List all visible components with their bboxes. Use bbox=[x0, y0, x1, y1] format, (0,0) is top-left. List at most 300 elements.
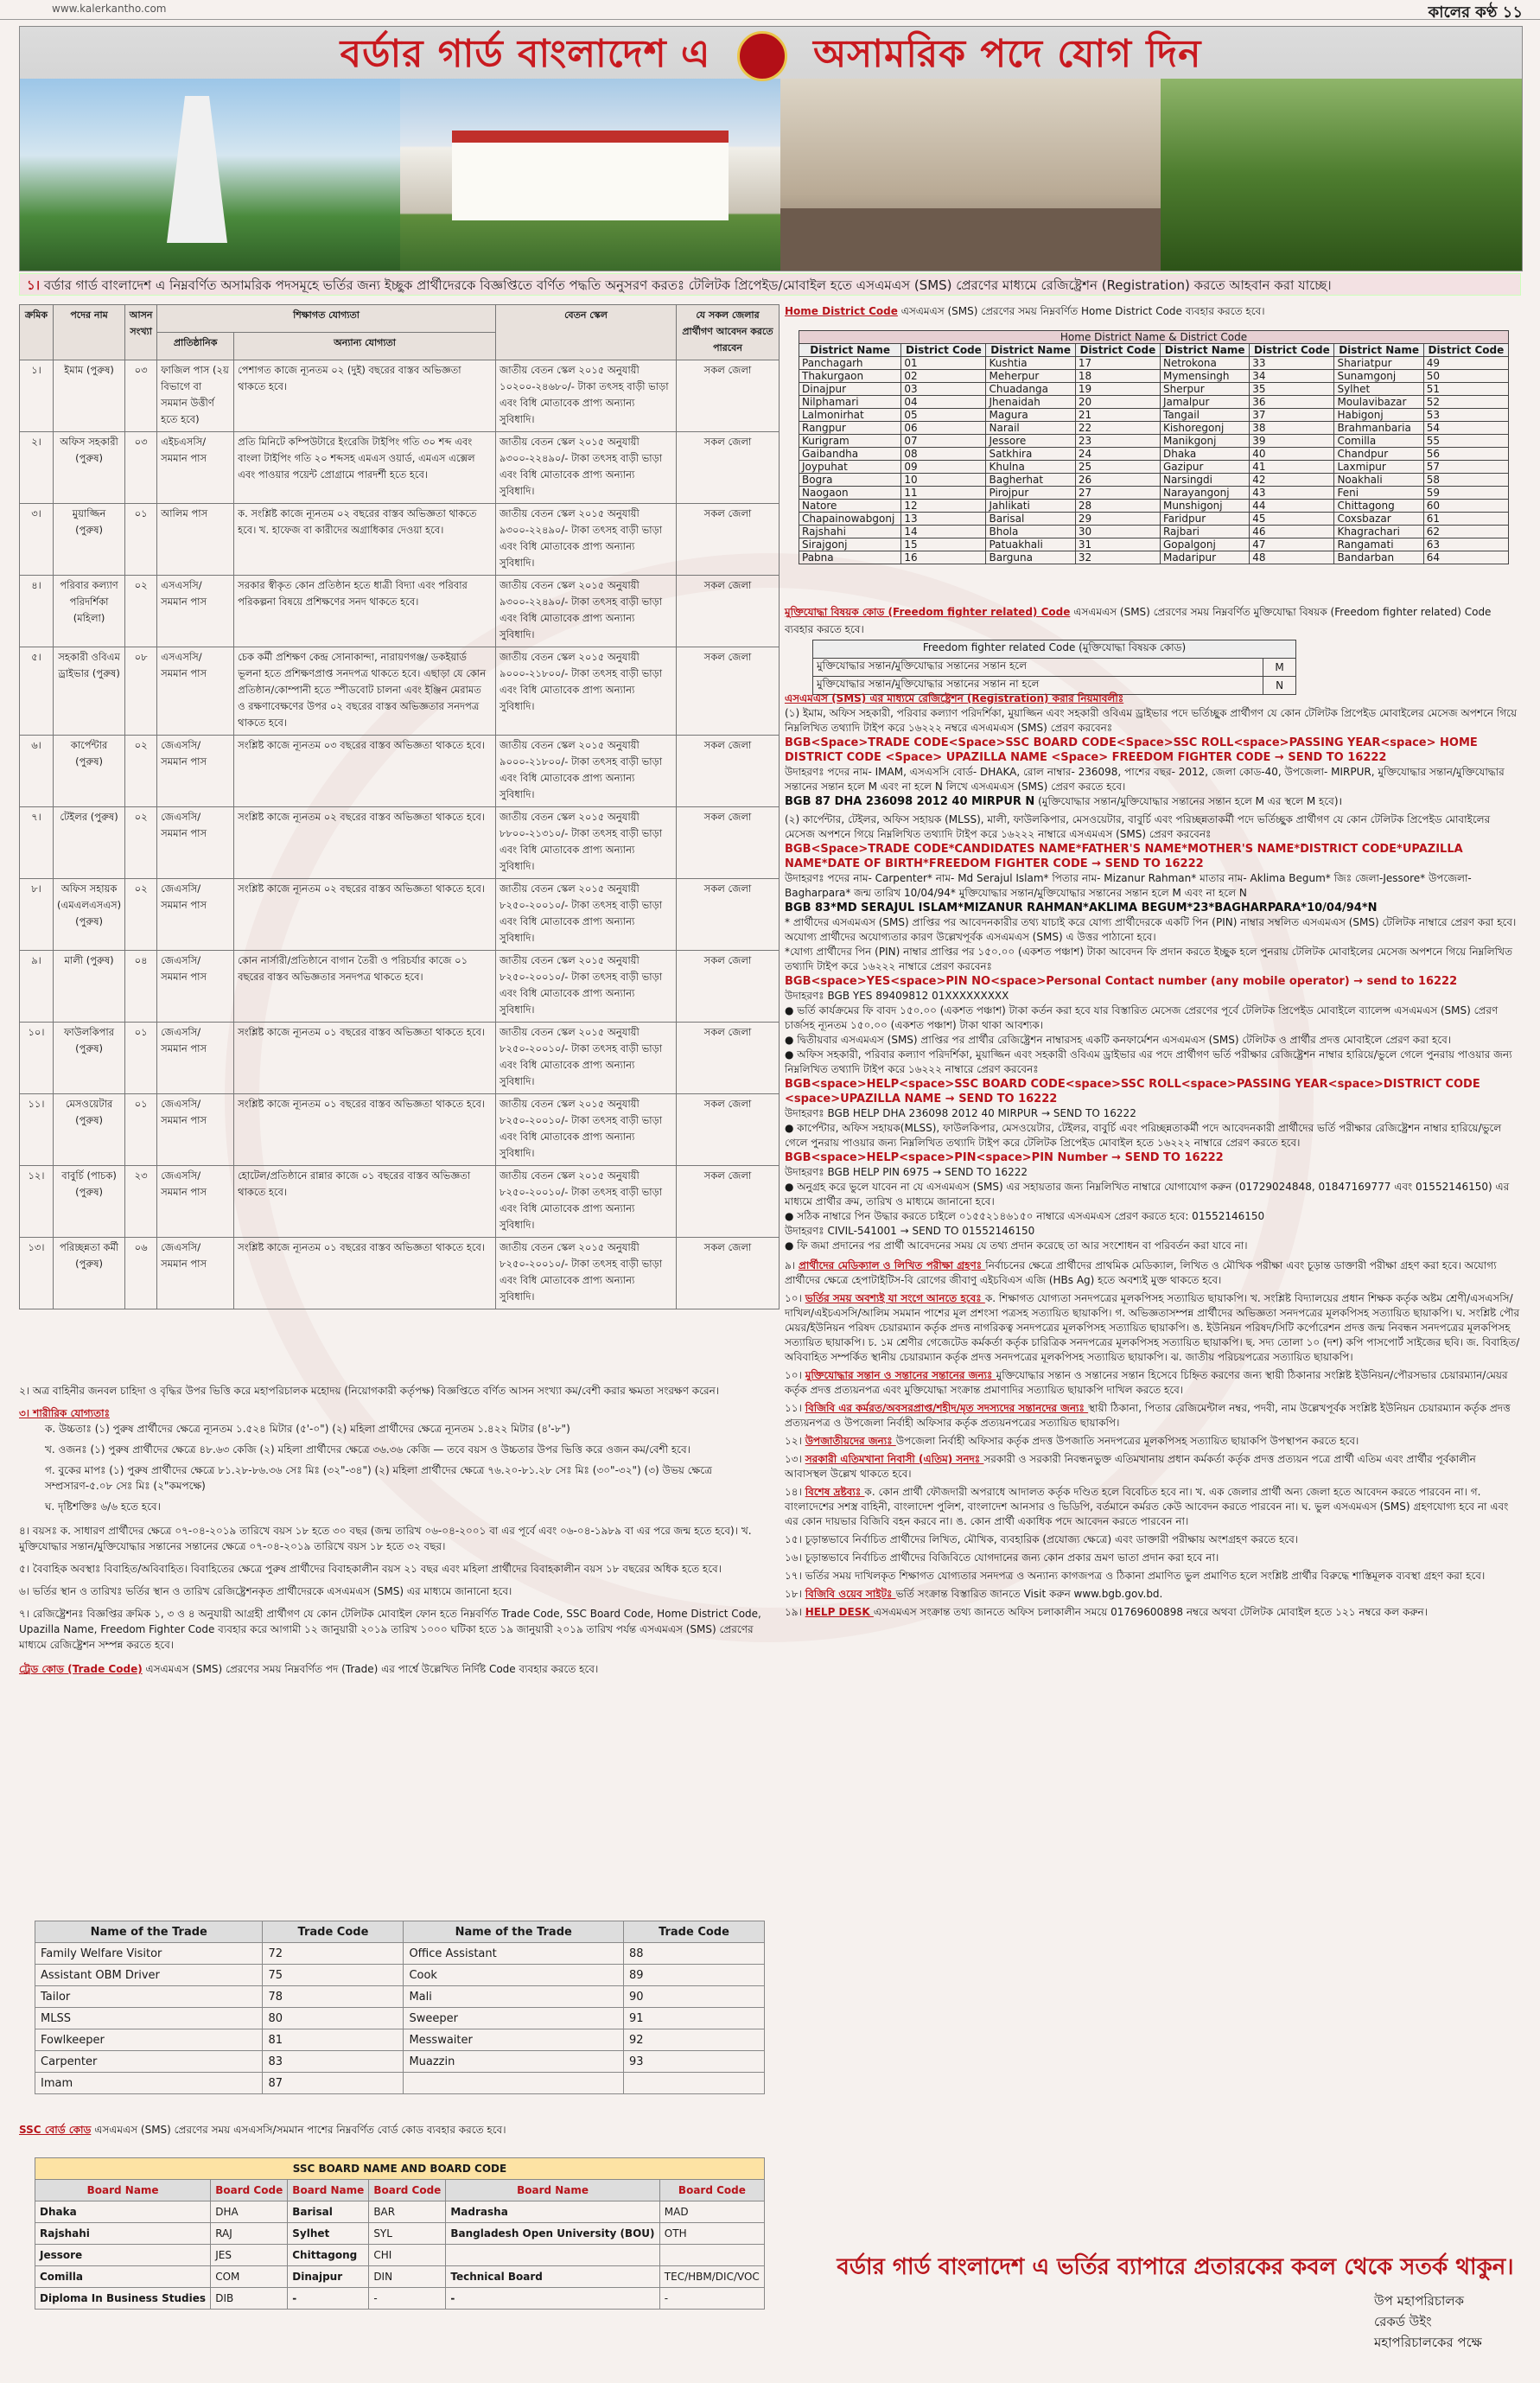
pay-scale-cell: জাতীয় বেতন স্কেল ২০১৫ অনুযায়ী ৯৩০০-২২৪৯০/- টাকা তৎসহ বাড়ী ভাড়া এবং বিধি মোতাবেক প্রাপ্য অন্যান্য সুবিধাদি। bbox=[496, 504, 677, 576]
reg-command-2: BGB<Space>TRADE CODE*CANDIDATES NAME*FATHER'S NAME*MOTHER'S NAME*DISTRICT CODE*UPAZILLA NAME*DATE OF BIRTH*FREEDOM FIGHTER CODE → SEND TO 16222 bbox=[785, 843, 1463, 870]
seats-cell: ০২ bbox=[125, 807, 157, 879]
patrol-photo bbox=[1161, 79, 1522, 271]
board-code-cell: TEC/HBM/DIC/VOC bbox=[659, 2266, 764, 2288]
ssc-code-label: SSC বোর্ড কোড bbox=[19, 2124, 92, 2136]
col-institutional: প্রাতিষ্ঠানিক bbox=[157, 333, 234, 360]
section-number: ১৬। bbox=[785, 1551, 805, 1564]
institutional-cell: জেএসসি/ সমমান পাস bbox=[157, 1023, 234, 1094]
section-text: ভর্তির সময় দাখিলকৃত শিক্ষাগত যোগ্যতার সনদপত্র ও অন্যান্য কাগজপত্র ও ঠিকানা প্রমাণিত ভুল প্রমাণিত হলে সংশ্লিষ্ট প্রার্থীর বিরুদ্ধে শাস্তিমূলক ব্যবস্থা গ্রহণ করা হবে। bbox=[805, 1570, 1486, 1582]
board-name-cell: Dinajpur bbox=[288, 2266, 369, 2288]
district-name-cell: Sunamgonj bbox=[1334, 370, 1423, 383]
district-code-cell: 58 bbox=[1423, 474, 1508, 487]
district-code-cell: 47 bbox=[1250, 538, 1334, 551]
note-4: ৪। বয়সঃ ক. সাধারণ প্রার্থীদের ক্ষেত্রে ০৭-০৪-২০১৯ তারিখে বয়স ১৮ হতে ৩০ বছর (জন্ম তারিখ ০৬-০৪-২০০১ বা এর পূর্বে এবং ০৬-০৪-১৯৮৯ বা এর পরে জন্ম হতে হবে)। খ. মুক্তিযোদ্ধার সন্তান/মুক্তিযোদ্ধার সন্তানের সন্তানের ক্ষেত্রে ০৭-০৪-২০১৯ তারিখে বয়স ১৮ হতে ৩২ বছর। bbox=[19, 1525, 752, 1552]
pay-scale-cell: জাতীয় বেতন স্কেল ২০১৫ অনুযায়ী ৮২৫০-২০০১০/- টাকা তৎসহ বাড়ী ভাড়া এবং বিধি মোতাবেক প্রাপ্য অন্যান্য সুবিধাদি। bbox=[496, 1238, 677, 1309]
reg-p10: ● সঠিক নাম্বারে পিন উদ্ধার করতে চাইলে ০১৫৫২১৪৬১৫০ নাম্বারে এসএমএস প্রেরণ করতে হবে: 01552146150 bbox=[785, 1210, 1265, 1222]
note-weight: খ. ওজনঃ (১) পুরুষ প্রার্থীদের ক্ষেত্রে ৪৮.৬৩ কেজি (২) মহিলা প্রার্থীদের ক্ষেত্রে ৩৬.৩৬ কেজি — তবে বয়স ও উচ্চতার উপর ভিত্তি করে ওজন কম/বেশী হবে। bbox=[45, 1443, 690, 1456]
intro-num: ১। bbox=[27, 277, 41, 293]
board-name-cell: Madrasha bbox=[446, 2201, 659, 2223]
table-row bbox=[20, 951, 780, 1023]
reg-command-6: উদাহরণঃ CIVIL-541001 → SEND TO 01552146150 bbox=[785, 1225, 1035, 1237]
district-code-cell: 55 bbox=[1423, 435, 1508, 448]
trade-name-cell: Fowlkeeper bbox=[35, 2029, 263, 2051]
board-name-cell: Rajshahi bbox=[35, 2223, 211, 2245]
serial-cell: ৭। bbox=[20, 807, 54, 879]
district-code-cell: 20 bbox=[1075, 396, 1160, 409]
section-heading: বিজিবি ওয়েব সাইটঃ bbox=[805, 1588, 896, 1600]
district-name-cell: Gazipur bbox=[1160, 461, 1249, 474]
district-code-cell: 14 bbox=[901, 526, 986, 538]
district-code-cell: 12 bbox=[901, 500, 986, 513]
board-name-cell: Jessore bbox=[35, 2245, 211, 2266]
serial-cell: ১০। bbox=[20, 1023, 54, 1094]
district-code-cell: 34 bbox=[1250, 370, 1334, 383]
district-name-cell: Nilphamari bbox=[799, 396, 901, 409]
ssc-col-code: Board Code bbox=[211, 2180, 288, 2201]
table-row bbox=[799, 513, 1509, 526]
district-code-cell: 08 bbox=[901, 448, 986, 461]
table-row bbox=[35, 1986, 765, 2008]
district-cell: সকল জেলা bbox=[677, 1094, 780, 1166]
district-name-cell: Bhola bbox=[986, 526, 1075, 538]
post-name-cell: মেসওয়েটার (পুরুষ) bbox=[54, 1094, 125, 1166]
reg-example-2: উদাহরণঃ পদের নাম- Carpenter* নাম- Md Serajul Islam* পিতার নাম- Mizanur Rahman* মাতার নাম- Aklima Begum* জিঃ জেলা-Jessore* উপজেলা- Bagharpara* জন্ম তারিখ 10/04/94* মুক্তিযোদ্ধার সন্তান/মুক্তিযোদ্ধার সন্তানের সন্তান হলে M এবং না হলে N bbox=[785, 872, 1472, 899]
district-code-cell: 43 bbox=[1250, 487, 1334, 500]
board-code-cell: OTH bbox=[659, 2223, 764, 2245]
board-code-cell: CHI bbox=[369, 2245, 446, 2266]
district-name-cell: Bagherhat bbox=[986, 474, 1075, 487]
pay-scale-cell: জাতীয় বেতন স্কেল ২০১৫ অনুযায়ী ৮২৫০-২০০১০/- টাকা তৎসহ বাড়ী ভাড়া এবং বিধি মোতাবেক প্রাপ্য অন্যান্য সুবিধাদি। bbox=[496, 1166, 677, 1238]
district-name-cell: Coxsbazar bbox=[1334, 513, 1423, 526]
ssc-header-row bbox=[35, 2180, 765, 2201]
district-name-cell: Jamalpur bbox=[1160, 396, 1249, 409]
board-name-cell: - bbox=[288, 2288, 369, 2310]
note-2: ২। অত্র বাহিনীর জনবল চাহিদা ও বৃদ্ধির উপর ভিত্তি করে মহাপরিচালক মহোদয় (নিয়োগকারী কর্তৃপক্ষ) বিজ্ঞপ্তিতে বর্ণিত আসন সংখ্যা কম/বেশী করার ক্ষমতা সংরক্ষণ করেন। bbox=[19, 1385, 720, 1397]
list-item bbox=[785, 1532, 1521, 1547]
trade-col-code: Trade Code bbox=[624, 1921, 765, 1943]
reg-command-5-example: উদাহরণঃ BGB HELP PIN 6975 → SEND TO 16222 bbox=[785, 1166, 1028, 1178]
seats-cell: ০২ bbox=[125, 576, 157, 647]
reg-example-1: উদাহরণঃ পদের নাম- IMAM, এসএসসি বোর্ড- DHAKA, রোল নাম্বার- 236098, পাশের বছর- 2012, জেলা কোড-40, উপজেলা- MIRPUR, মুক্তিযোদ্ধার সন্তান/মুক্তিযোদ্ধার সন্তানের সন্তান হলে M এবং না হলে N লিখে এসএমএস (SMS) প্রেরণ করতে হবে। bbox=[785, 766, 1505, 793]
board-name-cell: Bangladesh Open University (BOU) bbox=[446, 2223, 659, 2245]
post-name-cell: মুয়াজ্জিন (পুরুষ) bbox=[54, 504, 125, 576]
district-name-cell: Comilla bbox=[1334, 435, 1423, 448]
board-code-cell: SYL bbox=[369, 2223, 446, 2245]
registration-section bbox=[785, 691, 1521, 1620]
post-name-cell: টেইলর (পুরুষ) bbox=[54, 807, 125, 879]
district-col-name: District Name bbox=[799, 344, 901, 357]
section-number: ১০। bbox=[785, 1292, 805, 1304]
board-code-cell: JES bbox=[211, 2245, 288, 2266]
section-heading: উপজাতীয়দের জন্যঃ bbox=[805, 1435, 896, 1447]
section-number: ১৫। bbox=[785, 1533, 805, 1545]
table-row bbox=[35, 2029, 765, 2051]
board-name-cell: Comilla bbox=[35, 2266, 211, 2288]
trade-name-cell: Mali bbox=[404, 1986, 624, 2008]
section-heading: বিজিবি এর কর্মরত/অবসরপ্রাপ্ত/শহীদ/মৃত সদস্যদের সন্তানদের জন্যঃ bbox=[805, 1402, 1089, 1414]
serial-cell: ১২। bbox=[20, 1166, 54, 1238]
district-code-cell: 27 bbox=[1075, 487, 1160, 500]
trade-code-cell: 91 bbox=[624, 2008, 765, 2029]
list-item bbox=[785, 1587, 1521, 1602]
reg-p2: (২) কার্পেন্টার, টেইলর, অফিস সহায়ক (MLSS), মালী, ফাউলকিপার, মেসওয়েটার, বাবুর্চি এবং পরিচ্ছন্নতাকর্মী পদে ভর্তিচ্ছুক প্রার্থীগণ যে কোন টেলিটক প্রিপেইড মোবাইলের মেসেজ অপশনে গিয়ে নিম্নলিখিত তথ্যাদি টাইপ করে ১৬২২২ নাম্বারে এসএমএস (SMS) প্রেরণ করবেনঃ bbox=[785, 813, 1491, 840]
seats-cell: ২৩ bbox=[125, 1166, 157, 1238]
district-cell: সকল জেলা bbox=[677, 736, 780, 807]
district-code-cell: 02 bbox=[901, 370, 986, 383]
district-name-cell: Noakhali bbox=[1334, 474, 1423, 487]
trade-header-row bbox=[35, 1921, 765, 1943]
section-number: ৯। bbox=[785, 1259, 799, 1271]
district-name-cell: Kushtia bbox=[986, 357, 1075, 370]
other-qualification-cell: সংশ্লিষ্ট কাজে ন্যূনতম ০১ বছরের বাস্তব অভিজ্ঞতা থাকতে হবে। bbox=[234, 1023, 496, 1094]
ff-code-desc: এসএমএস (SMS) প্রেরণের সময় নিম্নবর্ণিত মুক্তিযোদ্ধা বিষয়ক (Freedom fighter related) Code ব্যবহার করতে হবে। bbox=[785, 606, 1492, 635]
reg-p7: ● অফিস সহকারী, পরিবার কল্যাণ পরিদর্শিকা, মুয়াজ্জিন এবং সহকারী ওবিএম ড্রাইভার এর পদে প্রার্থীগণ ভর্তি পরীক্ষার রেজিষ্ট্রেশন নাম্বার হারিয়ে/ভুলে গেলে পুনরায় পাওয়ার জন্য নিম্নলিখিত তথ্যাদি টাইপ করে ১৬২২২ নাম্বারে প্রেরণ করবেনঃ bbox=[785, 1048, 1512, 1075]
board-name-cell: - bbox=[446, 2288, 659, 2310]
reg-p3: * প্রার্থীদের এসএমএস (SMS) প্রাপ্তির পর আবেদনকারীর তথ্য যাচাই করে যোগ্য প্রার্থীদেরকে একটি পিন (PIN) নাম্বার সম্বলিত এসএমএস (SMS) টেলিটক নাম্বারে প্রেরণ করা হবে। অযোগ্য প্রার্থীদের অযোগ্যতার কারণ উল্লেখপূর্বক এসএমএস (SMS) এ উত্তর পাঠানো হবে। bbox=[785, 916, 1517, 943]
district-name-cell: Moulavibazar bbox=[1334, 396, 1423, 409]
pay-scale-cell: জাতীয় বেতন স্কেল ২০১৫ অনুযায়ী ৮২৫০-২০০১০/- টাকা তৎসহ বাড়ী ভাড়া এবং বিধি মোতাবেক প্রাপ্য অন্যান্য সুবিধাদি। bbox=[496, 1023, 677, 1094]
monument-photo bbox=[20, 79, 400, 271]
trade-code-cell: 75 bbox=[263, 1965, 404, 1986]
district-name-cell: Chandpur bbox=[1334, 448, 1423, 461]
signature-line-2: রেকর্ড উইং bbox=[1374, 2314, 1432, 2329]
serial-cell: ৮। bbox=[20, 879, 54, 951]
post-name-cell: বাবুর্চি (পাচক) (পুরুষ) bbox=[54, 1166, 125, 1238]
note-eyesight: ঘ. দৃষ্টিশক্তিঃ ৬/৬ হতে হবে। bbox=[45, 1501, 161, 1513]
title-right: অসামরিক পদে যোগ দিন bbox=[813, 32, 1202, 76]
posts-header-row bbox=[20, 305, 780, 333]
district-name-cell: Rangpur bbox=[799, 422, 901, 435]
other-qualification-cell: সংশ্লিষ্ট কাজে ন্যূনতম ০২ বছরের বাস্তব অভিজ্ঞতা থাকতে হবে। bbox=[234, 807, 496, 879]
table-row bbox=[20, 1094, 780, 1166]
district-code-cell: 38 bbox=[1250, 422, 1334, 435]
district-name-cell: Thakurgaon bbox=[799, 370, 901, 383]
pay-scale-cell: জাতীয় বেতন স্কেল ২০১৫ অনুযায়ী ৯০০০-২১৮০০/- টাকা তৎসহ বাড়ী ভাড়া এবং বিধি মোতাবেক প্রাপ্য অন্যান্য সুবিধাদি। bbox=[496, 647, 677, 736]
district-code-desc: এসএমএস (SMS) প্রেরণের সময় নিম্নবর্ণিত Home District Code ব্যবহার করতে হবে। bbox=[900, 305, 1265, 317]
monument-shape bbox=[167, 96, 227, 243]
trade-name-cell: Messwaiter bbox=[404, 2029, 624, 2051]
trade-name-cell: Cook bbox=[404, 1965, 624, 1986]
district-code-cell: 06 bbox=[901, 422, 986, 435]
table-row bbox=[35, 2266, 765, 2288]
table-row bbox=[799, 396, 1509, 409]
district-name-cell: Manikgonj bbox=[1160, 435, 1249, 448]
banner-title bbox=[20, 27, 1522, 82]
district-cell: সকল জেলা bbox=[677, 432, 780, 504]
list-item bbox=[785, 1258, 1521, 1288]
institutional-cell: জেএসসি/ সমমান পাস bbox=[157, 1094, 234, 1166]
table-row bbox=[799, 409, 1509, 422]
col-pay: বেতন স্কেল bbox=[496, 305, 677, 360]
pay-scale-cell: জাতীয় বেতন স্কেল ২০১৫ অনুযায়ী ৯০০০-২১৮০০/- টাকা তৎসহ বাড়ী ভাড়া এবং বিধি মোতাবেক প্রাপ্য অন্যান্য সুবিধাদি। bbox=[496, 736, 677, 807]
notes-block bbox=[19, 1383, 780, 1677]
district-name-cell: Pabna bbox=[799, 551, 901, 564]
section-text: নির্বাচনের ক্ষেত্রে প্রার্থীদের প্রাথমিক মেডিক্যাল, লিখিত ও মৌখিক পরীক্ষা এবং চূড়ান্ত ডাক্তারী পরীক্ষা গ্রহণ করা হবে। অযোগ্য প্রার্থীদের ক্ষেত্রে হেপাটাইটিস-বি রোগের জীবাণু এইচবিএস এজি (HBs Ag) হতে অবশ্যই মুক্ত থাকতে হবে। bbox=[785, 1259, 1497, 1286]
district-cell: সকল জেলা bbox=[677, 951, 780, 1023]
district-name-cell: Patuakhali bbox=[986, 538, 1075, 551]
other-qualification-cell: পেশাগত কাজে ন্যূনতম ০২ (দুই) বছরের বাস্তব অভিজ্ঞতা থাকতে হবে। bbox=[234, 360, 496, 432]
table-row bbox=[35, 2245, 765, 2266]
district-code-cell: 22 bbox=[1075, 422, 1160, 435]
reg-heading: এসএমএস (SMS) এর মাধ্যমে রেজিষ্ট্রেশন (Registration) করার নিয়মাবলীঃ bbox=[785, 692, 1124, 704]
serial-cell: ১। bbox=[20, 360, 54, 432]
district-name-cell: Lalmonirhat bbox=[799, 409, 901, 422]
institutional-cell: জেএসসি/ সমমান পাস bbox=[157, 807, 234, 879]
ssc-table-title: SSC BOARD NAME AND BOARD CODE bbox=[35, 2158, 765, 2180]
board-code-cell: RAJ bbox=[211, 2223, 288, 2245]
trade-name-cell: Office Assistant bbox=[404, 1943, 624, 1965]
district-cell: সকল জেলা bbox=[677, 1238, 780, 1309]
district-name-cell: Gopalgonj bbox=[1160, 538, 1249, 551]
district-code-cell: 30 bbox=[1075, 526, 1160, 538]
district-code-cell: 19 bbox=[1075, 383, 1160, 396]
district-name-cell: Barguna bbox=[986, 551, 1075, 564]
trade-name-cell: Sweeper bbox=[404, 2008, 624, 2029]
reg-p9: ● অনুগ্রহ করে ভুলে যাবেন না যে এসএমএস (SMS) এর সহায়তার জন্য নিম্নলিখিত নাম্বারে যোগাযোগ করুন (01729024848, 01847169777 এবং 01552146150) এর মাধ্যমে প্রার্থীর ক্রম, তারিখ ও মাধ্যমে জানানো হবে। bbox=[785, 1181, 1510, 1207]
district-name-cell: Magura bbox=[986, 409, 1075, 422]
district-code-cell: 44 bbox=[1250, 500, 1334, 513]
district-code-cell: 29 bbox=[1075, 513, 1160, 526]
district-code-cell: 23 bbox=[1075, 435, 1160, 448]
district-name-cell: Kishoregonj bbox=[1160, 422, 1249, 435]
signature-line-3: মহাপরিচালকের পক্ষে bbox=[1374, 2335, 1482, 2350]
building-photo bbox=[400, 79, 780, 271]
district-code-cell: 54 bbox=[1423, 422, 1508, 435]
post-name-cell: কার্পেন্টার (পুরুষ) bbox=[54, 736, 125, 807]
trade-col-name: Name of the Trade bbox=[35, 1921, 263, 1943]
district-name-cell: Sylhet bbox=[1334, 383, 1423, 396]
district-name-cell: Dhaka bbox=[1160, 448, 1249, 461]
district-name-cell: Satkhira bbox=[986, 448, 1075, 461]
ssc-col-board: Board Name bbox=[35, 2180, 211, 2201]
district-code-cell: 04 bbox=[901, 396, 986, 409]
seats-cell: ০৮ bbox=[125, 647, 157, 736]
table-row bbox=[35, 2201, 765, 2223]
district-code-cell: 45 bbox=[1250, 513, 1334, 526]
district-code-cell: 63 bbox=[1423, 538, 1508, 551]
district-name-cell: Jessore bbox=[986, 435, 1075, 448]
board-name-cell: Chittagong bbox=[288, 2245, 369, 2266]
district-title-row bbox=[799, 331, 1509, 344]
note-3: ৩। শারীরিক যোগ্যতাঃ bbox=[19, 1407, 110, 1419]
ssc-title-row bbox=[35, 2158, 765, 2180]
district-code-cell: 09 bbox=[901, 461, 986, 474]
section-heading: HELP DESK bbox=[805, 1606, 874, 1618]
section-heading: সরকারী এতিমখানা নিবাসী (এতিম) সনদঃ bbox=[805, 1453, 984, 1465]
district-name-cell: Rajbari bbox=[1160, 526, 1249, 538]
district-name-cell: Jhenaidah bbox=[986, 396, 1075, 409]
building-shape bbox=[452, 131, 729, 220]
title-left: বর্ডার গার্ড বাংলাদেশ এ bbox=[340, 32, 711, 76]
ssc-col-board: Board Name bbox=[446, 2180, 659, 2201]
seats-cell: ০৩ bbox=[125, 360, 157, 432]
table-row bbox=[20, 736, 780, 807]
table-row bbox=[20, 807, 780, 879]
board-code-cell: MAD bbox=[659, 2201, 764, 2223]
trade-name-cell: Assistant OBM Driver bbox=[35, 1965, 263, 1986]
serial-cell: ৩। bbox=[20, 504, 54, 576]
signature-line-1: উপ মহাপরিচালক bbox=[1374, 2293, 1465, 2309]
section-number: ১৩। bbox=[785, 1453, 805, 1465]
district-name-cell: Joypuhat bbox=[799, 461, 901, 474]
intro-text: বর্ডার গার্ড বাংলাদেশ এ নিম্নবর্ণিত অসামরিক পদসমূহে ভর্তির জন্য ইচ্ছুক প্রার্থীদেরকে বিজ্ঞপ্তিতে বর্ণিত পদ্ধতি অনুসরণ করতঃ টেলিটক প্রিপেইড/মোবাইল হতে এসএমএস (SMS) প্রেরণের মাধ্যমে রেজিষ্ট্রেশন (Registration) করতে আহবান করা যাচ্ছে। bbox=[43, 277, 1332, 293]
district-name-cell: Panchagarh bbox=[799, 357, 901, 370]
institutional-cell: জেএসসি/ সমমান পাস bbox=[157, 736, 234, 807]
section-text: মুক্তিযোদ্ধার সন্তান ও সন্তানের সন্তান হিসেবে চিহ্নিত করণের জন্য স্থায়ী ঠিকানার সংশ্লিষ্ট ইউনিয়ন/পৌরসভার চেয়ারম্যান/মেয়র কর্তৃক প্রদত্ত প্রত্যয়নপত্র এবং মুক্তিযোদ্ধা সংক্রান্ত প্রমাণাদির সত্যায়িত ছায়াকপি দাখিল করতে হবে। bbox=[785, 1369, 1508, 1396]
trade-name-cell: Family Welfare Visitor bbox=[35, 1943, 263, 1965]
district-code-label: Home District Code bbox=[785, 305, 898, 317]
district-code-cell: 46 bbox=[1250, 526, 1334, 538]
institutional-cell: ফাজিল পাস (২য় বিভাগে বা সমমান উত্তীর্ণ হতে হবে) bbox=[157, 360, 234, 432]
district-code-cell: 33 bbox=[1250, 357, 1334, 370]
post-name-cell: সহকারী ওবিএম ড্রাইভার (পুরুষ) bbox=[54, 647, 125, 736]
district-code-cell: 26 bbox=[1075, 474, 1160, 487]
reg-command-5: BGB<space>HELP<space>PIN<space>PIN Number → SEND TO 16222 bbox=[785, 1151, 1224, 1164]
section-number: ১০। bbox=[785, 1369, 805, 1381]
list-item bbox=[785, 1485, 1521, 1529]
district-code-cell: 52 bbox=[1423, 396, 1508, 409]
other-qualification-cell: হোটেল/প্রতিষ্ঠানে রান্নার কাজে ০১ বছরের বাস্তব অভিজ্ঞতা থাকতে হবে। bbox=[234, 1166, 496, 1238]
section-text: ক. কোন প্রার্থী ফৌজদারী অপরাধে আদালত কর্তৃক দণ্ডিত হলে বিবেচিত হবে না। খ. এক জেলার প্রার্থী অন্য জেলা হতে আবেদন করতে পারবেন না। গ. বাংলাদেশের সশস্ত্র বাহিনী, বাংলাদেশ পুলিশ, বাংলাদেশ আনসার ও ভিডিপি, বর্তমানে কর্মরত কেউ আবেদন করতে পারবেন না। ঘ. ভুল এসএমএস (SMS) গ্রহণযোগ্য হবে না এবং এর কোন দায়ভার বিজিবি বহন করবে না। ঙ. কোন প্রার্থী একাধিক পদে আবেদন করতে পারবেন না। bbox=[785, 1486, 1509, 1527]
district-name-cell: Bogra bbox=[799, 474, 901, 487]
serial-cell: ৪। bbox=[20, 576, 54, 647]
table-row bbox=[35, 2008, 765, 2029]
district-name-cell: Rajshahi bbox=[799, 526, 901, 538]
trade-name-cell: MLSS bbox=[35, 2008, 263, 2029]
board-name-cell: Dhaka bbox=[35, 2201, 211, 2223]
trade-name-cell: Muazzin bbox=[404, 2051, 624, 2073]
seats-cell: ০১ bbox=[125, 1023, 157, 1094]
district-code-cell: 40 bbox=[1250, 448, 1334, 461]
district-code-cell: 50 bbox=[1423, 370, 1508, 383]
district-code-cell: 32 bbox=[1075, 551, 1160, 564]
district-name-cell: Naogaon bbox=[799, 487, 901, 500]
table-row bbox=[20, 504, 780, 576]
district-name-cell: Meherpur bbox=[986, 370, 1075, 383]
table-row bbox=[799, 422, 1509, 435]
section-text: স্থায়ী ঠিকানা, পিতার রেজিমেন্টাল নম্বর, পদবী, নাম উল্লেখপূর্বক সংশ্লিষ্ট ইউনিয়ন চেয়ারম্যান কর্তৃক প্রদত্ত প্রত্যয়নপত্র ও উপজেলা নির্বাহী অফিসার কর্তৃক প্রত্যয়নপত্রের সত্যায়িত ছায়াকপি। bbox=[785, 1402, 1511, 1429]
institutional-cell: এইচএসসি/ সমমান পাস bbox=[157, 432, 234, 504]
district-code-cell: 05 bbox=[901, 409, 986, 422]
col-other: অন্যান্য যোগ্যতা bbox=[234, 333, 496, 360]
trade-name-cell: Carpenter bbox=[35, 2051, 263, 2073]
district-cell: সকল জেলা bbox=[677, 360, 780, 432]
newspaper-header bbox=[0, 0, 1540, 20]
ff-code-cell: N bbox=[1263, 677, 1296, 695]
intro-line bbox=[19, 273, 1521, 296]
district-code-cell: 10 bbox=[901, 474, 986, 487]
desk-shape bbox=[780, 208, 1161, 271]
table-row bbox=[20, 576, 780, 647]
district-col-name: District Name bbox=[1160, 344, 1249, 357]
district-code-cell: 01 bbox=[901, 357, 986, 370]
board-code-cell: DIB bbox=[211, 2288, 288, 2310]
district-name-cell: Gaibandha bbox=[799, 448, 901, 461]
district-code-cell: 61 bbox=[1423, 513, 1508, 526]
reg-command-4-example: উদাহরণঃ BGB HELP DHA 236098 2012 40 MIRPUR → SEND TO 16222 bbox=[785, 1107, 1136, 1119]
trade-code-desc: এসএমএস (SMS) প্রেরণের সময় নিম্নবর্ণিত পদ (Trade) এর পার্শ্বে উল্লেখিত নির্দিষ্ট Code ব্যবহার করতে হবে। bbox=[145, 1663, 599, 1675]
district-name-cell: Bandarban bbox=[1334, 551, 1423, 564]
district-name-cell: Jahlikati bbox=[986, 500, 1075, 513]
reg-p6: ● দ্বিতীয়বার এসএমএস (SMS) প্রাপ্তির পর প্রার্থীর রেজিষ্ট্রেশন নাম্বারসহ একটি কনফার্মেশন এসএমএস (SMS) টেলিটক ও প্রার্থীর প্রদত্ত মোবাইলে প্রেরণ করা হবে। bbox=[785, 1034, 1452, 1046]
ff-code-table bbox=[812, 640, 1296, 695]
trade-code-cell bbox=[624, 2073, 765, 2094]
board-code-cell: - bbox=[369, 2288, 446, 2310]
district-name-cell: Chittagong bbox=[1334, 500, 1423, 513]
district-name-cell: Sherpur bbox=[1160, 383, 1249, 396]
masthead: কালের কণ্ঠ ১১ bbox=[1428, 3, 1523, 22]
district-col-name: District Name bbox=[986, 344, 1075, 357]
district-name-cell: Madaripur bbox=[1160, 551, 1249, 564]
district-name-cell: Brahmanbaria bbox=[1334, 422, 1423, 435]
trade-code-cell: 88 bbox=[624, 1943, 765, 1965]
post-name-cell: ফাউলকিপার (পুরুষ) bbox=[54, 1023, 125, 1094]
list-item bbox=[785, 1368, 1521, 1398]
table-row bbox=[20, 647, 780, 736]
ff-table-title: Freedom fighter related Code (মুক্তিযোদ্ধা বিষয়ক কোড) bbox=[813, 640, 1296, 659]
district-code-cell: 31 bbox=[1075, 538, 1160, 551]
district-col-name: District Name bbox=[1334, 344, 1423, 357]
district-name-cell: Chapainowabgonj bbox=[799, 513, 901, 526]
reg-p1: (১) ইমাম, অফিস সহকারী, পরিবার কল্যাণ পরিদর্শিকা, মুয়াজ্জিন এবং সহকারী ওবিএম ড্রাইভার পদে ভর্তিচ্ছুক প্রার্থীগণ যে কোন টেলিটক প্রিপেইড মোবাইলের মেসেজ অপশনে গিয়ে নিম্নলিখিত তথ্যাদি টাইপ করে ১৬২২২ নম্বরে এসএমএস (SMS) প্রেরণ করবেনঃ bbox=[785, 707, 1518, 734]
district-name-cell: Laxmipur bbox=[1334, 461, 1423, 474]
section-number: ১৭। bbox=[785, 1570, 805, 1582]
table-row bbox=[799, 487, 1509, 500]
site-url[interactable]: www.kalerkantho.com bbox=[52, 3, 167, 15]
ssc-col-board: Board Name bbox=[288, 2180, 369, 2201]
list-item bbox=[785, 1291, 1521, 1365]
table-row bbox=[20, 1238, 780, 1309]
serial-cell: ৯। bbox=[20, 951, 54, 1023]
table-row bbox=[35, 1965, 765, 1986]
board-name-cell bbox=[446, 2245, 659, 2266]
section-text: সরকারী ও সরকারী নিবন্ধনভুক্ত এতিমখানায় প্রধান কর্মকর্তা কর্তৃক প্রদত্ত প্রত্যয়ন পত্রে প্রার্থী এতিম এবং প্রার্থীর পূর্বকালীন আবাসস্থল উল্লেখ থাকতে হবে। bbox=[785, 1453, 1476, 1480]
table-row bbox=[35, 2051, 765, 2073]
posts-table bbox=[19, 304, 780, 1309]
board-code-cell: COM bbox=[211, 2266, 288, 2288]
district-code-cell: 62 bbox=[1423, 526, 1508, 538]
trade-code-cell: 83 bbox=[263, 2051, 404, 2073]
district-code-cell: 51 bbox=[1423, 383, 1508, 396]
district-code-cell: 53 bbox=[1423, 409, 1508, 422]
other-qualification-cell: সরকার স্বীকৃত কোন প্রতিষ্ঠান হতে ধাত্রী বিদ্যা এবং পরিবার পরিকল্পনা বিষয়ে প্রশিক্ষণের সনদ থাকতে হবে। bbox=[234, 576, 496, 647]
reg-command-1-example-note: (মুক্তিযোদ্ধার সন্তান/মুক্তিযোদ্ধার সন্তানের সন্তান হলে M এর স্থলে M হবে)। bbox=[1038, 795, 1343, 807]
reg-command-1-example-line bbox=[785, 794, 1521, 809]
other-qualification-cell: প্রতি মিনিটে কম্পিউটারে ইংরেজি টাইপিং গতি ৩০ শব্দ এবং বাংলা টাইপিং গতি ২০ শব্দসহ এমএস ওয়ার্ড, এমএস এক্সেল এবং পাওয়ার পয়েন্ট প্রোগ্রামে পারদর্শী হতে হবে। bbox=[234, 432, 496, 504]
section-text: ক. শিক্ষাগত যোগ্যতা সনদপত্রের মূলকপিসহ সত্যায়িত ছায়াকপি। খ. সংশ্লিষ্ট বিদ্যালয়ের প্রধান শিক্ষক কর্তৃক অষ্টম শ্রেণী/এসএসসি/দাখিল/এইচএসসি/আলিম সমমান পাশের মূল প্রশংসা পত্রসহ সত্যায়িত ছায়াকপি। গ. অভিজ্ঞতাসম্পন্ন প্রার্থীদের অভিজ্ঞতা সনদপত্রের মূলকপিসহ সত্যায়িত ছায়াকপি। ঘ. সংশ্লিষ্ট পৌর মেয়র/ইউনিয়ন পরিষদ চেয়ারম্যান কর্তৃক প্রদত্ত নাগরিকত্ব সনদপত্রের মূলকপিসহ সত্যায়িত ছায়াকপি। ঙ. ইউনিয়ন পরিষদ/সিটি কর্পোরেশন প্রদত্ত জন্ম নিবন্ধন সনদপত্রের মূলকপিসহ সত্যায়িত ছায়াকপি। চ. ১ম শ্রেণীর গেজেটেড কর্মকর্তা কর্তৃক চারিত্রিক সনদপত্রের মূলকপিসহ সত্যায়িত ছায়াকপি। ছ. সদ্য তোলা ১০ (দশ) কপি পাসপোর্ট সাইজের ছবি। জ. বিবাহিত/অবিবাহিত সম্পর্কিত স্থানীয় চেয়ারম্যান কর্তৃক প্রদত্ত সনদপত্রের মূলকপিসহ সত্যায়িত ছায়াকপি। ঝ. জাতীয় পরিচয়পত্রের সত্যায়িত ছায়াকপি। bbox=[785, 1292, 1520, 1363]
list-item bbox=[785, 1551, 1521, 1565]
table-row bbox=[20, 879, 780, 951]
district-cell: সকল জেলা bbox=[677, 504, 780, 576]
trade-code-cell: 92 bbox=[624, 2029, 765, 2051]
ff-code-label: মুক্তিযোদ্ধা বিষয়ক কোড (Freedom fighter related) Code bbox=[785, 606, 1071, 618]
trade-code-cell: 80 bbox=[263, 2008, 404, 2029]
district-name-cell: Chuadanga bbox=[986, 383, 1075, 396]
table-row bbox=[799, 526, 1509, 538]
trade-code-cell: 72 bbox=[263, 1943, 404, 1965]
district-name-cell: Khulna bbox=[986, 461, 1075, 474]
district-code-cell: 13 bbox=[901, 513, 986, 526]
district-name-cell: Sirajgonj bbox=[799, 538, 901, 551]
trade-code-table bbox=[35, 1921, 765, 2094]
district-code-cell: 21 bbox=[1075, 409, 1160, 422]
district-code-cell: 11 bbox=[901, 487, 986, 500]
seats-cell: ০৩ bbox=[125, 432, 157, 504]
list-item bbox=[785, 1434, 1521, 1449]
section-heading: ভর্তির সময় অবশ্যই যা সংগে আনতে হবেঃ bbox=[805, 1292, 985, 1304]
post-name-cell: পরিচ্ছন্নতা কর্মী (পুরুষ) bbox=[54, 1238, 125, 1309]
seats-cell: ০৬ bbox=[125, 1238, 157, 1309]
